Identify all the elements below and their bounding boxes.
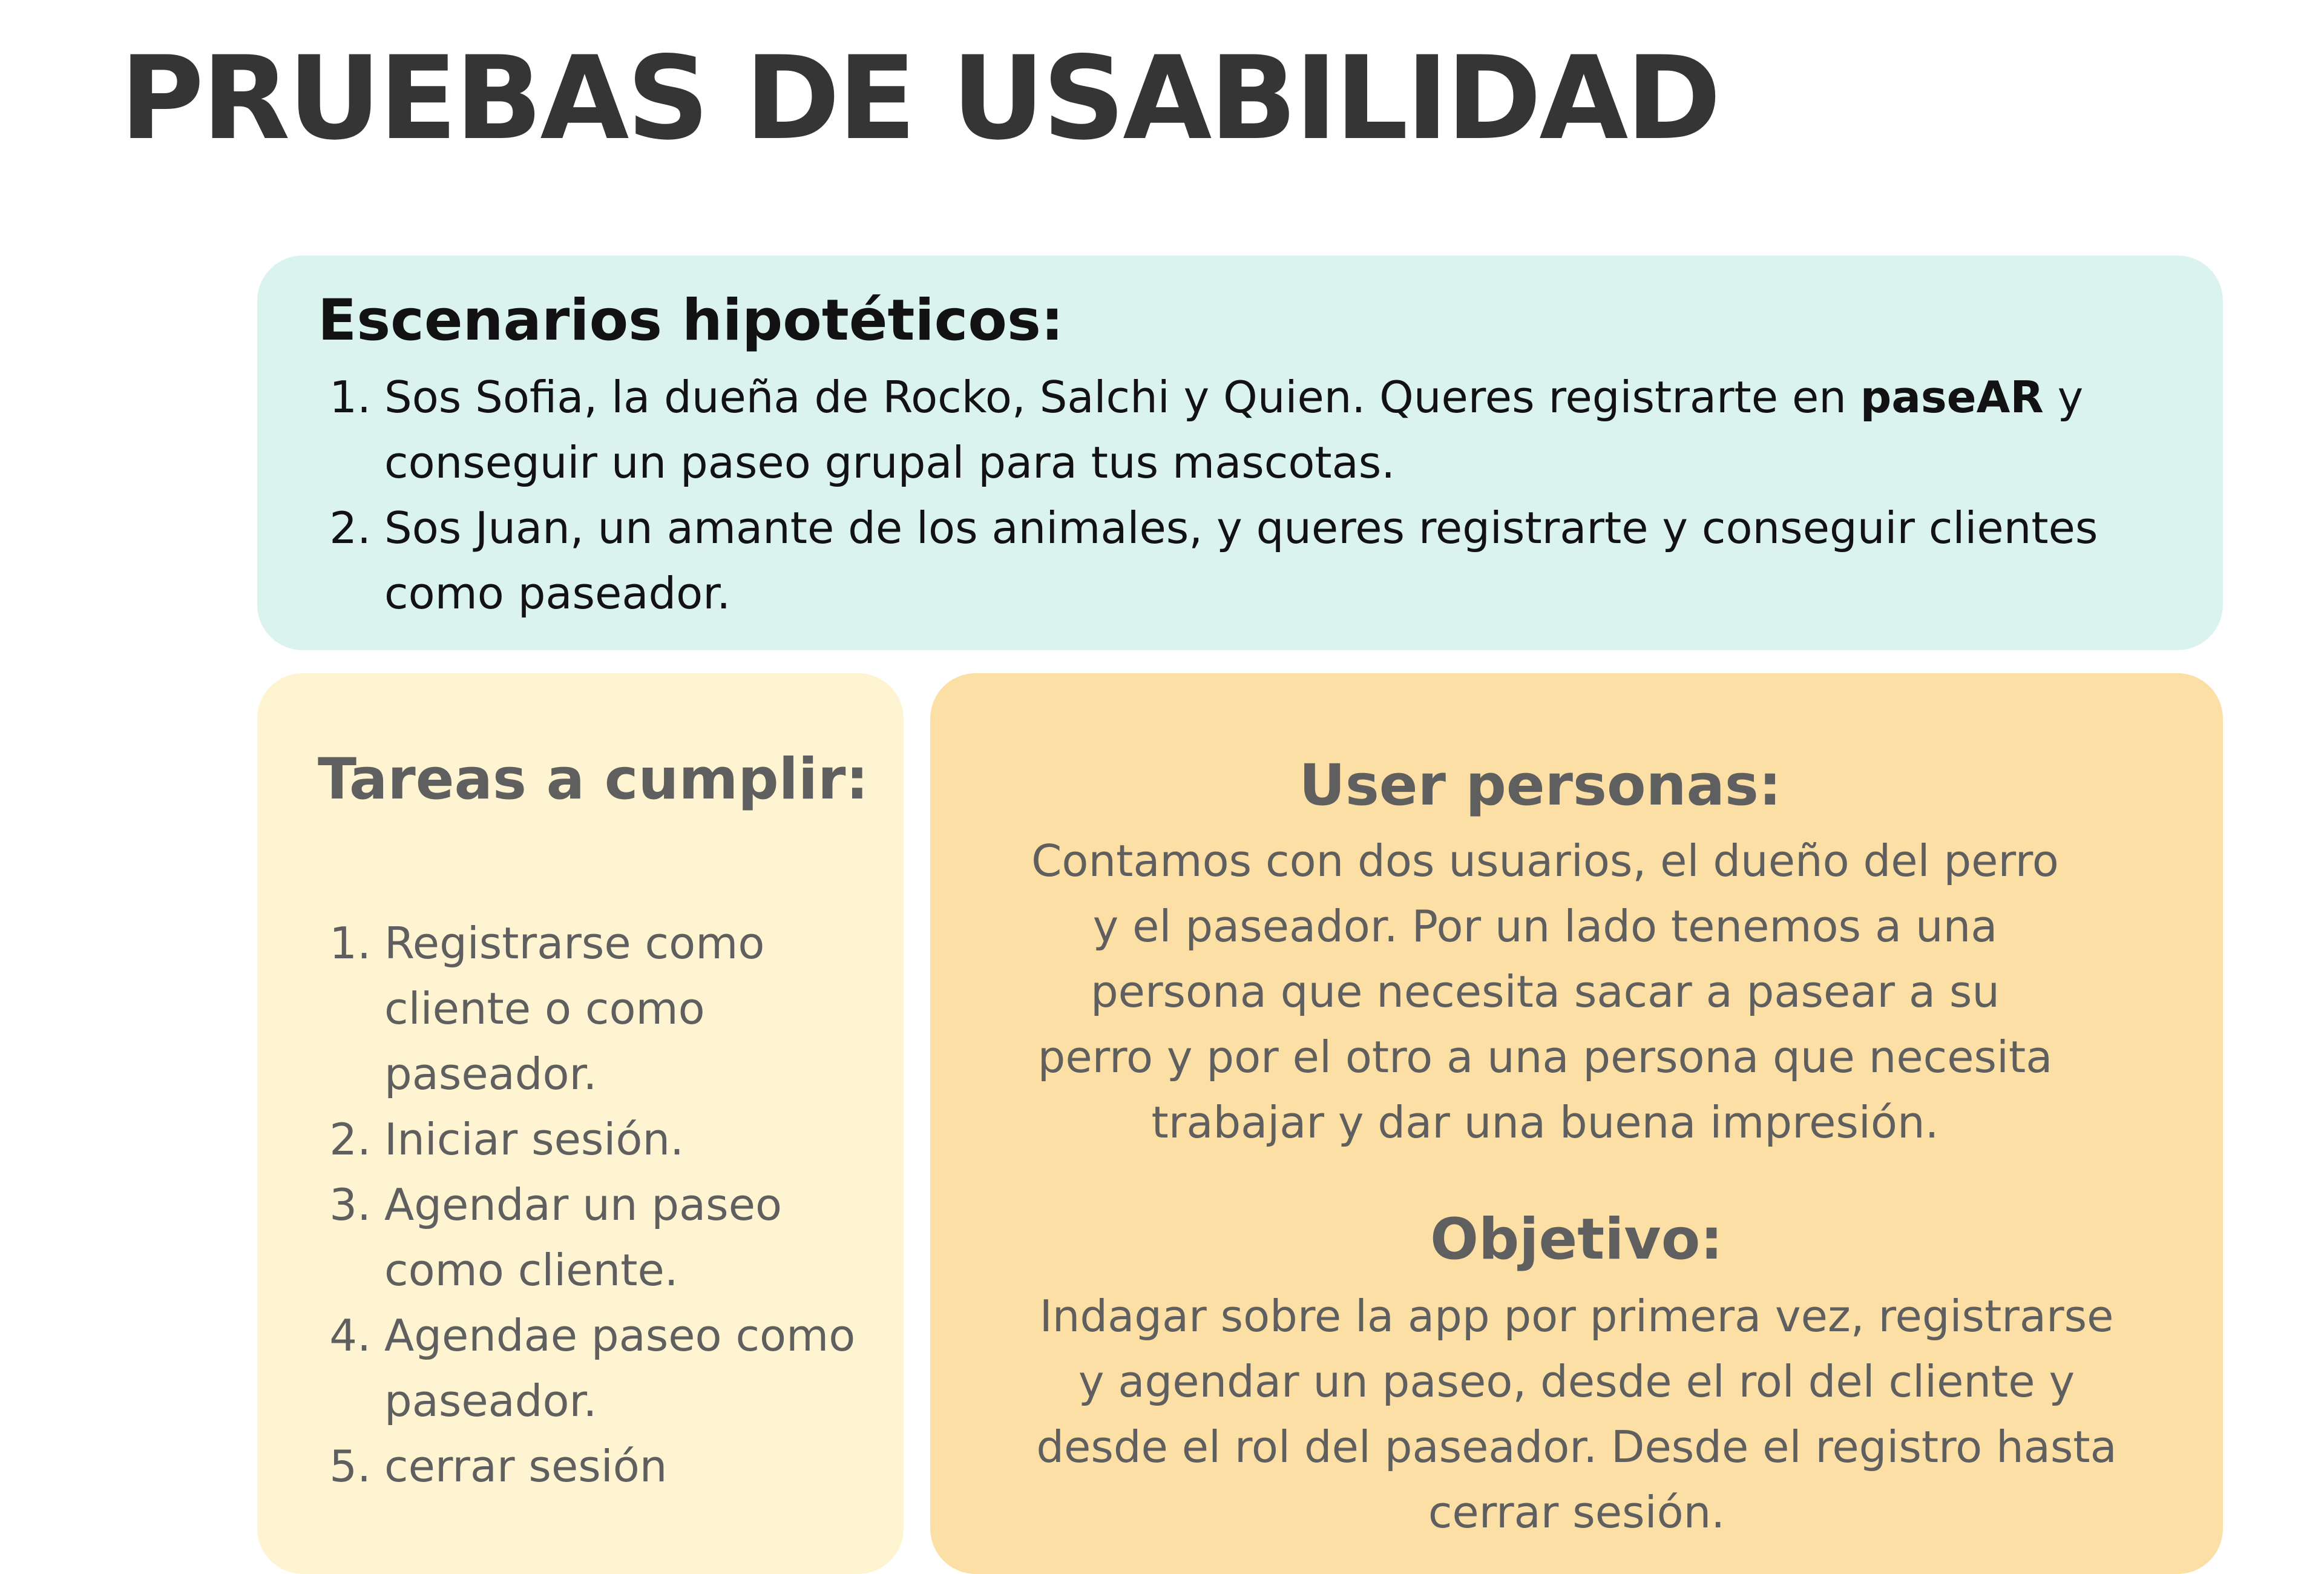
- objective-description: Indagar sobre la app por primera vez, registrarse y agendar un paseo, desde el rol del cliente y desde el rol del paseador. Desde el registro hasta cerrar sesión.: [1036, 1291, 2117, 1538]
- brand-name: paseAR: [1860, 372, 2044, 423]
- scenarios-heading: Escenarios hipotéticos:: [318, 288, 1064, 354]
- task-item: [318, 1107, 862, 1172]
- task-text: Registrarse como cliente o como paseador.: [384, 918, 765, 1099]
- scenario-item: [318, 495, 2194, 626]
- task-number: 5.: [329, 1441, 371, 1492]
- task-text: Iniciar sesión.: [384, 1114, 684, 1165]
- task-number: 3.: [329, 1179, 371, 1230]
- scenario-number: 1.: [329, 372, 371, 423]
- task-text: cerrar sesión: [384, 1441, 668, 1492]
- task-number: 2.: [329, 1114, 371, 1165]
- scenario-text: Sos Juan, un amante de los animales, y queres registrarte y conseguir clientes como paseador.: [384, 502, 2098, 619]
- scenario-number: 2.: [329, 502, 371, 553]
- task-item: [318, 1434, 862, 1499]
- task-item: [318, 910, 862, 1107]
- scenarios-list: [318, 364, 2194, 626]
- personas-heading: User personas:: [1299, 752, 1782, 818]
- scenario-text: Sos Sofia, la dueña de Rocko, Salchi y Quien. Queres registrarte en: [384, 372, 1860, 423]
- page-title: PRUEBAS DE USABILIDAD: [120, 31, 1719, 165]
- task-item: [318, 1303, 862, 1434]
- task-number: 1.: [329, 918, 371, 969]
- task-text: Agendae paseo como paseador.: [384, 1310, 856, 1426]
- scenario-item: [318, 364, 2194, 495]
- scenarios-card: [257, 255, 2223, 650]
- personas-card: [930, 673, 2223, 1574]
- tasks-list: [318, 910, 862, 1499]
- tasks-card: [257, 673, 904, 1574]
- scenario-text-continued: y conseguir un paseo grupal para tus mascotas.: [384, 372, 2084, 488]
- personas-description: Contamos con dos usuarios, el dueño del perro y el paseador. Por un lado tenemos a una persona que necesita sacar a pasear a su perro y por el otro a una persona que necesita trabajar y dar una buena impresión.: [1031, 835, 2059, 1148]
- task-item: [318, 1172, 862, 1303]
- task-text: Agendar un paseo como cliente.: [384, 1179, 783, 1296]
- task-number: 4.: [329, 1310, 371, 1361]
- tasks-heading: Tareas a cumplir:: [318, 746, 869, 812]
- objective-heading: Objetivo:: [1430, 1207, 1723, 1273]
